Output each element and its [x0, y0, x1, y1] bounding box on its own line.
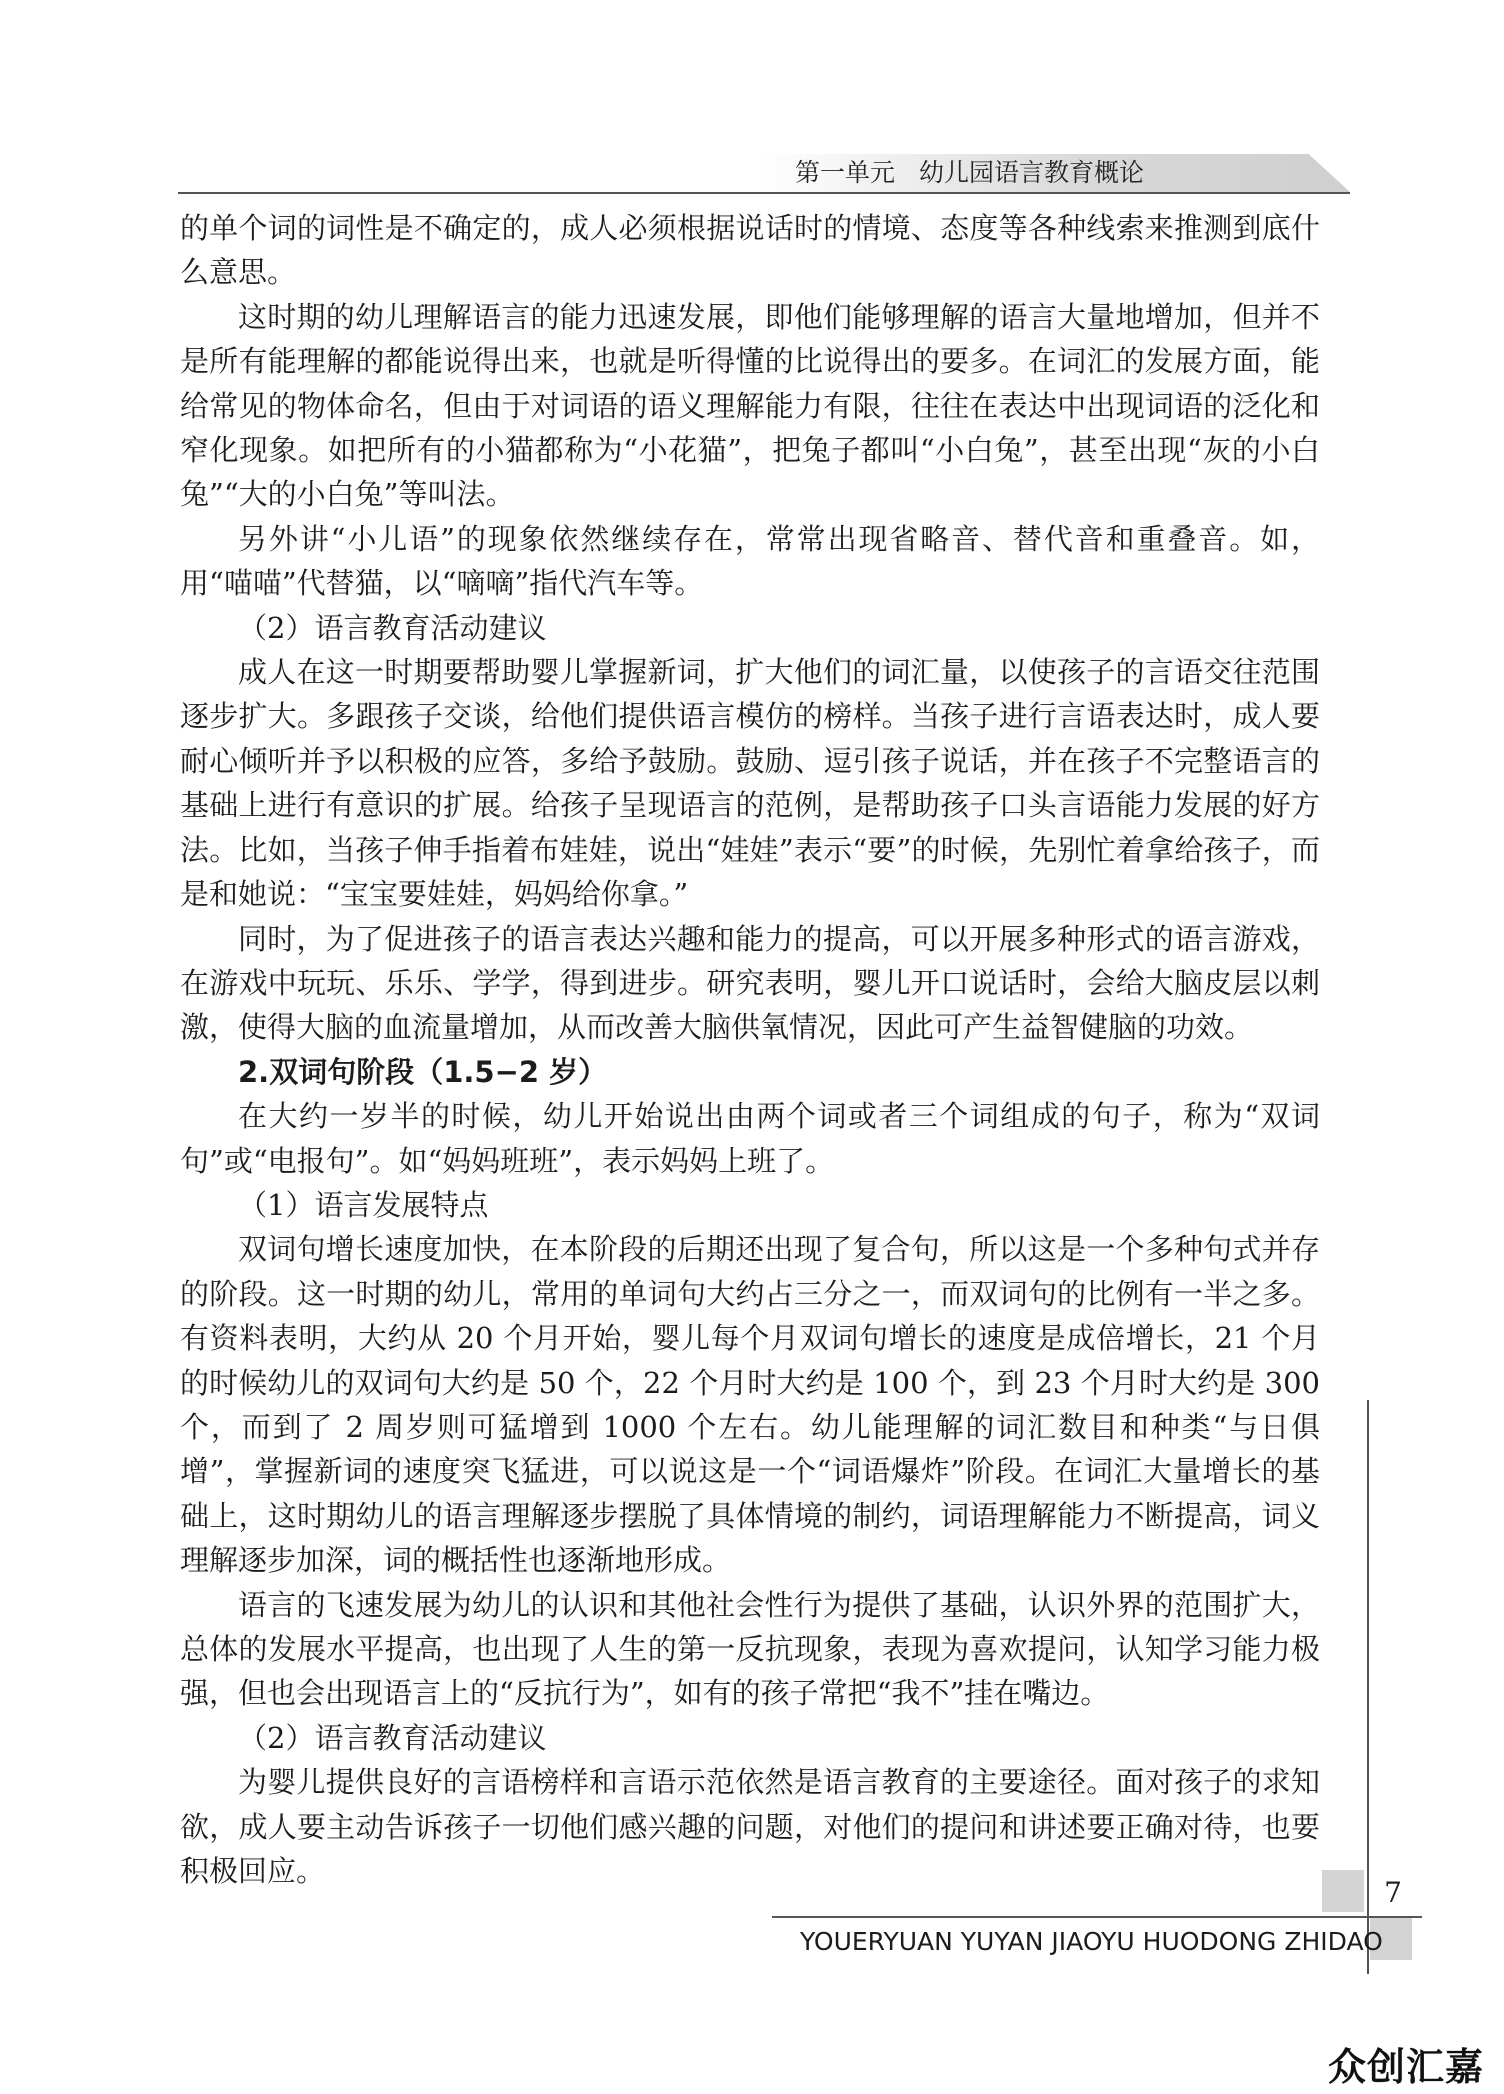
paragraph: 这时期的幼儿理解语言的能力迅速发展，即他们能够理解的语言大量地增加，但并不是所有能理解的都能说得出来，也就是听得懂的比说得出的要多。在词汇的发展方面，能给常见的物体命名，但由于对词语的语义理解能力有限，往往在表达中出现词语的泛化和窄化现象。如把所有的小猫都称为“小花猫”，把兔子都叫“小白兔”，甚至出现“灰的小白兔”“大的小白兔”等叫法。: [180, 299, 1320, 512]
footer-vertical-rule: [1367, 1400, 1369, 1974]
paragraph: 语言的飞速发展为幼儿的认识和其他社会性行为提供了基础，认识外界的范围扩大，总体的发展水平提高，也出现了人生的第一反抗现象，表现为喜欢提问，认知学习能力极强，但也会出现语言上的“反抗行为”，如有的孩子常把“我不”挂在嘴边。: [180, 1587, 1320, 1711]
paragraph: 在大约一岁半的时候，幼儿开始说出由两个词或者三个词组成的句子，称为“双词句”或“电报句”。如“妈妈班班”，表示妈妈上班了。: [180, 1099, 1320, 1178]
paragraph: 为婴儿提供良好的言语榜样和言语示范依然是语言教育的主要途径。面对孩子的求知欲，成人要主动告诉孩子一切他们感兴趣的问题，对他们的提问和讲述要正确对待，也要积极回应。: [180, 1765, 1320, 1889]
subheading: （2）语言教育活动建议: [238, 1720, 547, 1755]
footer-book-title: YOUERYUAN YUYAN JIAOYU HUODONG ZHIDAO: [800, 1927, 1383, 1956]
running-header: [795, 156, 1168, 190]
header-rule: [178, 192, 1350, 194]
page-number: 7: [1384, 1876, 1402, 1909]
paragraph: 双词句增长速度加快，在本阶段的后期还出现了复合句，所以这是一个多种句式并存的阶段。这一时期的幼儿，常用的单词句大约占三分之一，而双词句的比例有一半之多。有资料表明，大约从 20 个月开始，婴儿每个月双词句增长的速度是成倍增长，21 个月的时候幼儿的双词句大约是 50 个，22 个月时大约是 100 个，到 23 个月时大约是 300 个，而到了 2 周岁则可猛增到 1000 个左右。幼儿能理解的词汇数目和种类“与日俱增”，掌握新词的速度突飞猛进，可以说这是一个“词语爆炸”阶段。在词汇大量增长的基础上，这时期幼儿的语言理解逐步摆脱了具体情境的制约，词语理解能力不断提高，词义理解逐步加深，词的概括性也逐渐地形成。: [180, 1232, 1320, 1578]
paragraph: 另外讲“小儿语”的现象依然继续存在，常常出现省略音、替代音和重叠音。如，用“喵喵”代替猫，以“嘀嘀”指代汽车等。: [180, 521, 1320, 601]
subheading: （1）语言发展特点: [238, 1187, 489, 1222]
header-unit: 第一单元: [795, 158, 896, 187]
section-heading: 2.双词句阶段（1.5−2 岁）: [238, 1054, 608, 1089]
header-title: 幼儿园语言教育概论: [919, 158, 1145, 187]
subheading: （2）语言教育活动建议: [238, 610, 547, 645]
footer-rule: [772, 1916, 1422, 1918]
paragraph: 的单个词的词性是不确定的，成人必须根据说话时的情境、态度等各种线索来推测到底什么意思。: [180, 211, 1320, 290]
paragraph: 成人在这一时期要帮助婴儿掌握新词，扩大他们的词汇量，以使孩子的言语交往范围逐步扩大。多跟孩子交谈，给他们提供语言模仿的榜样。当孩子进行言语表达时，成人要耐心倾听并予以积极的应答，多给予鼓励。鼓励、逗引孩子说话，并在孩子不完整语言的基础上进行有意识的扩展。给孩子呈现语言的范例，是帮助孩子口头言语能力发展的好方法。比如，当孩子伸手指着布娃娃，说出“娃娃”表示“要”的时候，先别忙着拿给孩子，而是和她说：“宝宝要娃娃，妈妈给你拿。”: [180, 655, 1320, 912]
paragraph: 同时，为了促进孩子的语言表达兴趣和能力的提高，可以开展多种形式的语言游戏，在游戏中玩玩、乐乐、学学，得到进步。研究表明，婴儿开口说话时，会给大脑皮层以刺激，使得大脑的血流量增加，从而改善大脑供氧情况，因此可产生益智健脑的功效。: [180, 921, 1320, 1045]
body-text: [180, 206, 1320, 1893]
footer-gray-square: [1322, 1870, 1364, 1912]
watermark-logo: 众创汇嘉: [1328, 2045, 1485, 2089]
